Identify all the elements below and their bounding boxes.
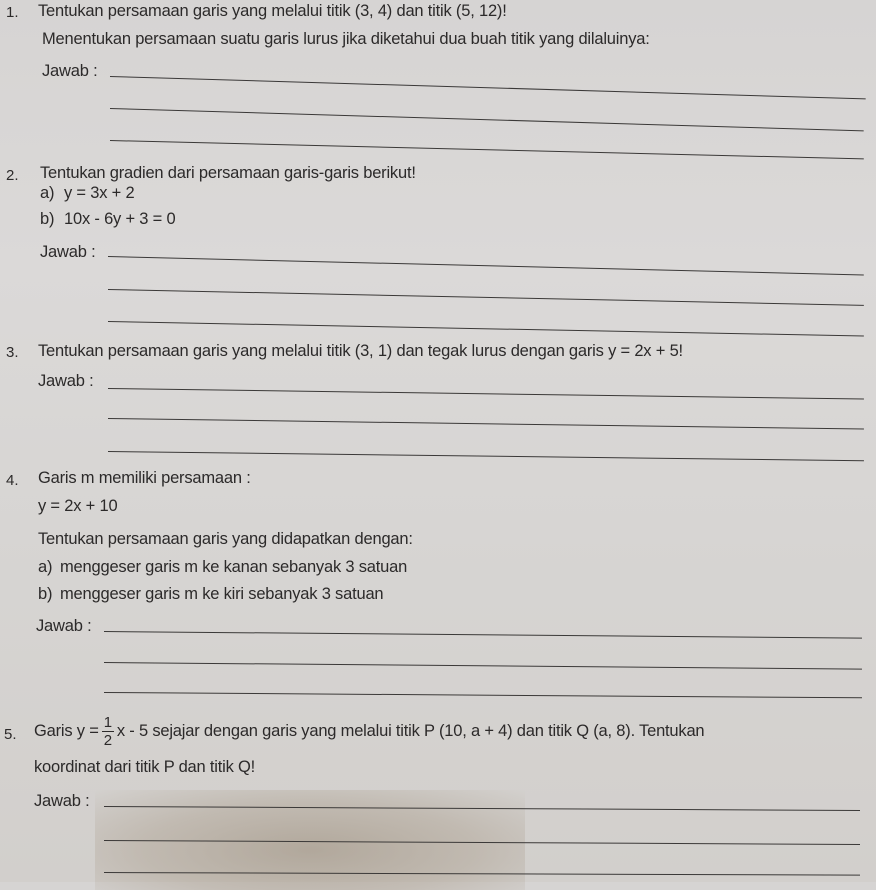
- question-number: 3.: [6, 344, 19, 361]
- question-text: Garis m memiliki persamaan :: [38, 469, 251, 487]
- denominator: 2: [103, 731, 112, 749]
- question-text: [34, 708, 704, 754]
- item-label: a): [38, 558, 53, 576]
- question-number: 1.: [6, 4, 19, 21]
- answer-line[interactable]: [104, 631, 862, 639]
- question-text-line2: koordinat dari titik P dan titik Q!: [34, 758, 256, 776]
- answer-line[interactable]: [110, 140, 864, 159]
- answer-line[interactable]: [104, 840, 860, 845]
- answer-line[interactable]: [110, 108, 864, 131]
- question-text: Tentukan persamaan garis yang melalui titik (3, 1) dan tegak lurus dengan garis y = 2x + 5!: [38, 342, 683, 360]
- item-text: 10x - 6y + 3 = 0: [64, 210, 176, 228]
- answer-line[interactable]: [108, 388, 864, 400]
- answer-line[interactable]: [108, 451, 864, 461]
- equation: y = 2x + 10: [38, 497, 118, 515]
- answer-line[interactable]: [104, 692, 862, 698]
- answer-label: Jawab :: [42, 62, 98, 80]
- answer-line[interactable]: [104, 662, 862, 670]
- numerator: 1: [103, 713, 112, 731]
- instruction: Tentukan persamaan garis yang didapatkan dengan:: [38, 530, 413, 548]
- item-text: menggeser garis m ke kanan sebanyak 3 satuan: [60, 558, 408, 576]
- question-text: Tentukan gradien dari persamaan garis-garis berikut!: [40, 164, 416, 182]
- answer-label: Jawab :: [40, 243, 96, 261]
- question-number: 2.: [6, 167, 19, 184]
- text-before: Garis y =: [34, 721, 99, 740]
- item-text: menggeser garis m ke kiri sebanyak 3 satuan: [60, 585, 384, 603]
- item-label: b): [38, 585, 53, 603]
- fraction: [102, 714, 114, 749]
- question-subtitle: Menentukan persamaan suatu garis lurus jika diketahui dua buah titik yang dilaluinya:: [42, 30, 650, 48]
- answer-line[interactable]: [108, 289, 864, 306]
- question-text: Tentukan persamaan garis yang melalui titik (3, 4) dan titik (5, 12)!: [38, 2, 507, 20]
- answer-line[interactable]: [108, 321, 864, 337]
- answer-label: Jawab :: [38, 372, 94, 390]
- text-after: x - 5 sejajar dengan garis yang melalui titik P (10, a + 4) dan titik Q (a, 8). Tentukan: [116, 721, 705, 740]
- answer-line[interactable]: [108, 418, 864, 430]
- item-label: a): [40, 184, 55, 202]
- answer-label: Jawab :: [34, 792, 90, 810]
- answer-line[interactable]: [104, 872, 860, 876]
- question-number: 4.: [6, 472, 19, 489]
- item-text: y = 3x + 2: [64, 184, 135, 202]
- answer-line[interactable]: [110, 76, 866, 99]
- question-number: 5.: [4, 726, 17, 743]
- item-label: b): [40, 210, 55, 228]
- answer-line[interactable]: [104, 806, 860, 811]
- answer-label: Jawab :: [36, 617, 92, 635]
- answer-line[interactable]: [108, 256, 864, 275]
